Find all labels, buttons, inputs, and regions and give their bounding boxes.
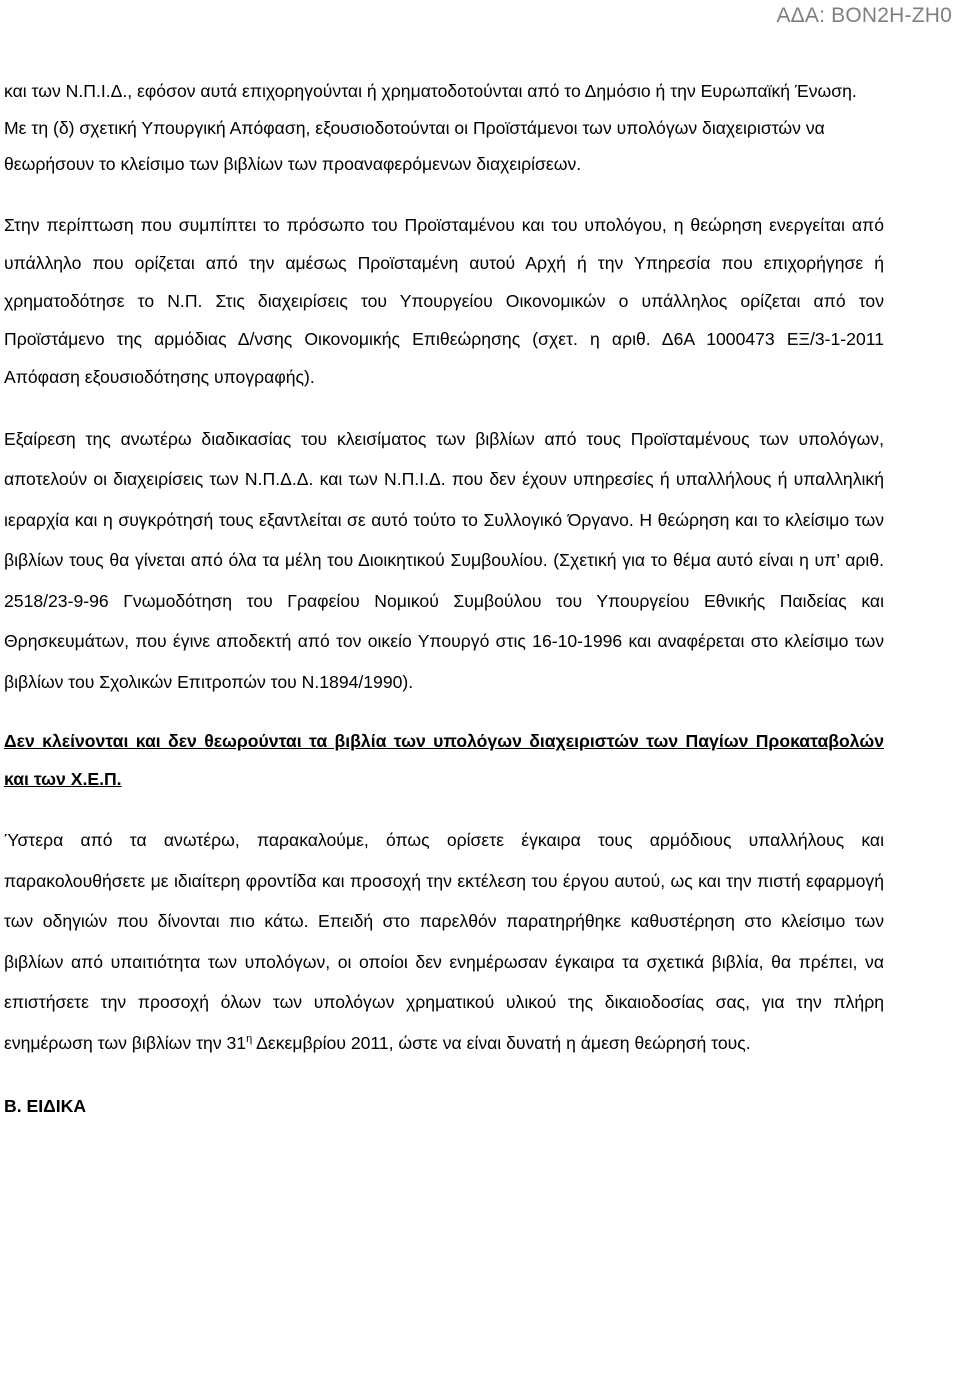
paragraph-exception: Εξαίρεση της ανωτέρω διαδικασίας του κλεισίματος των βιβλίων από τους Προϊσταμένους των υπολόγων, αποτελούν οι διαχειρίσεις των Ν.Π.Δ.Δ. και των Ν.Π.Ι.Δ. που δεν έχουν υπηρεσίες ή υπαλλήλους ή υπαλληλική ιεραρχία και η συγκρότησή τους εξαντλείται σε αυτό τούτο το Συλλογικό Όργανο. Η θεώρηση και το κλείσιμο των βιβλίων τους θα γίνεται από όλα τα μέλη του Διοικητικού Συμβουλίου. (Σχετική για το θέμα αυτό είναι η υπ’ αριθ. 2518/23-9-96 Γνωμοδότηση του Γραφείου Νομικού Συμβούλου του Υπουργείου Εθνικής Παιδείας και Θρησκευμάτων, που έγινε αποδεκτή από τον οικείο Υπουργό στις 16-10-1996 και αναφέρεται στο κλείσιμο των βιβλίων του Σχολικών Επιτροπών του Ν.1894/1990). bbox=[4, 428, 884, 692]
paragraph-closing-instructions bbox=[4, 820, 884, 1063]
document-body bbox=[4, 73, 884, 1125]
closing-text-before: Ύστερα από τα ανωτέρω, παρακαλούμε, όπως ορίσετε έγκαιρα τους αρμόδιους υπαλλήλους και παρακολουθήσετε με ιδιαίτερη φροντίδα και προσοχή την εκτέλεση του έργου αυτού, ως και την πιστή εφαρμογή των οδηγιών που δίνονται πιο κάτω. Επειδή στο παρελθόν παρατηρήθηκε καθυστέρηση στο κλείσιμο των βιβλίων από υπαιτιότητα των υπολόγων, οι οποίοι δεν ενημέρωσαν έγκαιρα τα σχετικά βιβλία, θα πρέπει, να επιστήσετε την προσοχή όλων των υπολόγων χρηματικού υλικού της δικαιοδοσίας σας, για την πλήρη ενημέρωση των βιβλίων την 31 bbox=[4, 830, 884, 1053]
closing-text-after: Δεκεμβρίου 2011, ώστε να είναι δυνατή η άμεση θεώρησή τους. bbox=[252, 1032, 751, 1053]
ada-code-header: ΑΔΑ: ΒΟΝ2Η-ΖΗ0 bbox=[776, 4, 952, 27]
ordinal-superscript: η bbox=[246, 1032, 253, 1045]
paragraph-not-closed-notice: Δεν κλείνονται και δεν θεωρούνται τα βιβλία των υπολόγων διαχειριστών των Παγίων Προκαταβολών και των Χ.Ε.Π. bbox=[4, 731, 884, 789]
paragraph-delta-decision: Με τη (δ) σχετική Υπουργική Απόφαση, εξουσιοδοτούνται οι Προϊστάμενοι των υπολόγων διαχειριστών να θεωρήσουν το κλείσιμο των βιβλίων των προαναφερόμενων διαχειρίσεων. bbox=[4, 117, 825, 174]
section-heading-specific: Β. ΕΙΔΙΚΑ bbox=[4, 1096, 87, 1116]
paragraph-coinciding-person: Στην περίπτωση που συμπίπτει το πρόσωπο του Προϊσταμένου και του υπολόγου, η θεώρηση ενεργείται από υπάλληλο που ορίζεται από την αμέσως Προϊσταμένη αυτού Αρχή ή την Υπηρεσία που επιχορήγησε ή χρηματοδότησε το Ν.Π. Στις διαχειρίσεις του Υπουργείου Οικονομικών ο υπάλληλος ορίζεται από τον Προϊστάμενο της αρμόδιας Δ/νσης Οικονομικής Επιθεώρησης (σχετ. η αριθ. Δ6Α 1000473 ΕΞ/3-1-2011 Απόφαση εξουσιοδότησης υπογραφής). bbox=[4, 214, 884, 387]
paragraph-intro: και των Ν.Π.Ι.Δ., εφόσον αυτά επιχορηγούνται ή χρηματοδοτούνται από το Δημόσιο ή την Ευρωπαϊκή Ένωση. bbox=[4, 81, 857, 101]
